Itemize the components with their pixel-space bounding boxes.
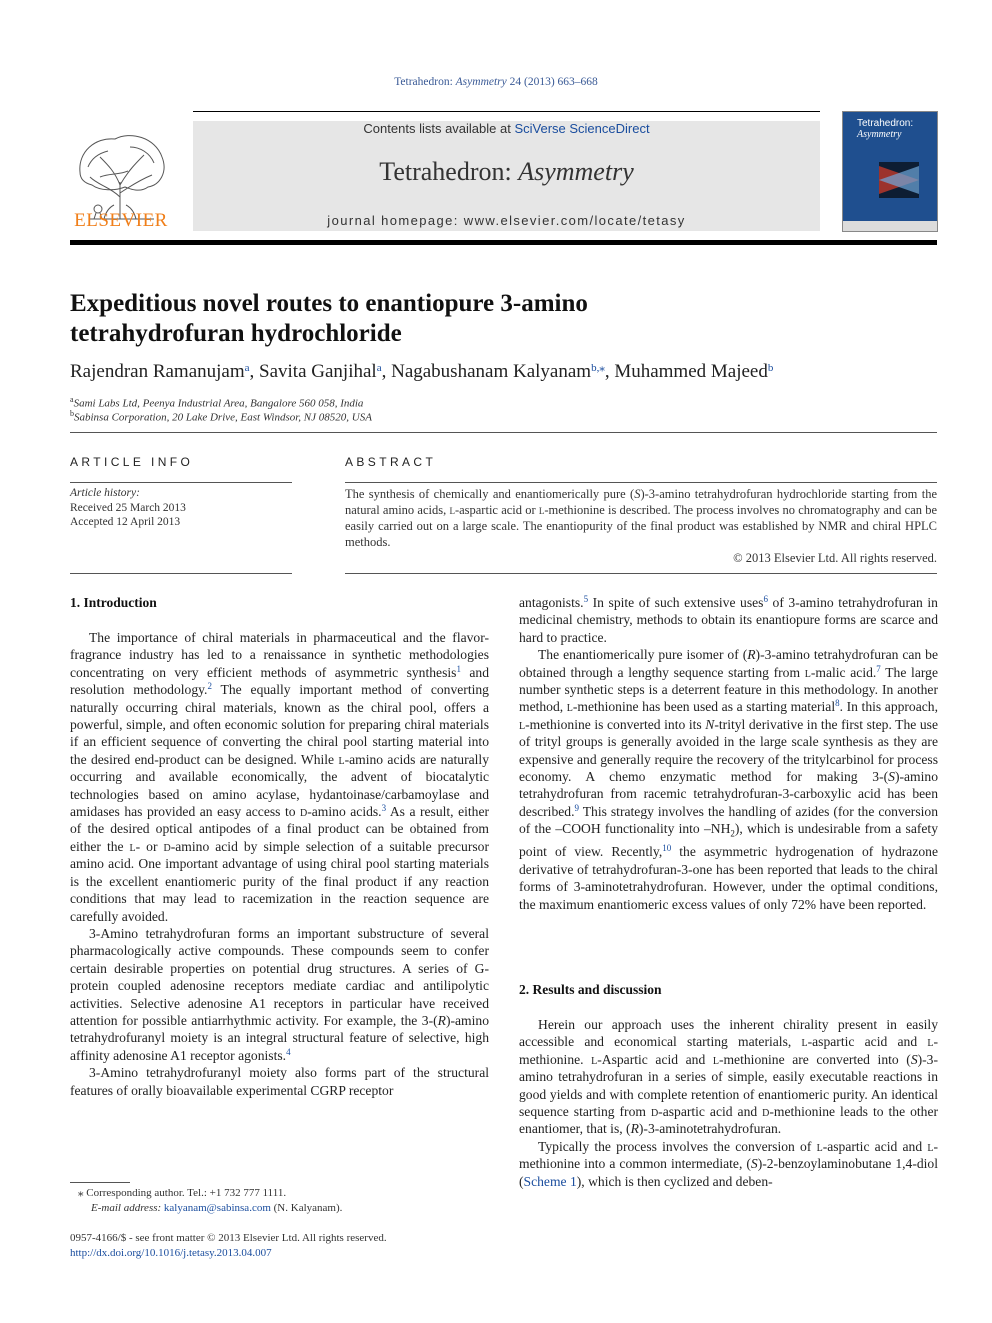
affiliation-a <box>70 395 363 410</box>
citation-prefix: Tetrahedron: <box>394 76 456 88</box>
cover-title-line1: Tetrahedron: <box>857 118 914 129</box>
cover-footer-band <box>843 221 937 231</box>
affiliation-mark: b <box>70 409 74 418</box>
accepted-date: Accepted 12 April 2013 <box>70 516 181 528</box>
received-date: Received 25 March 2013 <box>70 501 186 514</box>
scheme-1-link[interactable]: Scheme 1 <box>523 1173 577 1189</box>
journal-name <box>193 157 820 187</box>
contents-line <box>193 121 820 136</box>
author-list: Rajendran Ramanujam$^a$, Savita Ganjihal$^a$, Nagabushanam Kalyanam$^{b,⁎}$, Muhammed Majeed$^b$ <box>70 361 774 382</box>
abstract-part: -aspartic acid or <box>454 503 539 517</box>
abstract-copyright: © 2013 Elsevier Ltd. All rights reserved. <box>733 551 937 565</box>
affiliation-text: Sami Labs Ltd, Peenya Industrial Area, Bangalore 560 058, India <box>73 397 364 410</box>
article-history <box>70 486 186 530</box>
author-name: Savita Ganjihal <box>259 361 377 382</box>
paragraph: Typically the process involves the conversion of l-aspartic acid and l-methionine into a common intermediate, (S)-2-benzoylaminobutane 1,4-diol (Scheme 1), which is then cyclized and deben- <box>519 1138 938 1189</box>
journal-name-italic: Asymmetry <box>518 157 634 186</box>
journal-citation[interactable] <box>0 76 992 88</box>
paragraph: The enantiomerically pure isomer of (R)-3-amino tetrahydrofuran can be obtained through a lengthy sequence starting from l-malic acid.$^7$ The large number synthetic steps is a deterrent feature in this methodology. In another method, l-methionine has been used as a starting material$^8$. In this approach, l-methionine is converted into its N-trityl derivative in the first step. The use of trityl groups is generally avoided in the large scale synthesis as they are expensive and generally require the recovery of the tritylcarbinol for process economy. A chemo enzymatic method for making 3-(S)-amino tetrahydrofuran from racemic tetrahydrofuran-3-carboxylic acid has been described.$^9$ This strategy involves the handling of azides (for the conversion of the –COOH functionality into $-NH_2$), which is undesirable from a safety point of view. Recently,$^{10}$ the asymmetric hydrogenation of hydrazone derivative of tetrahydrofuran-3-one has been reported that leads to the chiral forms of 3-aminotetrahydrofuran. However, under the optimal conditions, the maximum enantiomeric excess values of only 72% have been reported. <box>519 647 939 912</box>
left-column-body <box>70 629 489 1099</box>
author-affil-mark[interactable]: b <box>767 362 774 374</box>
header-top-rule <box>193 111 820 112</box>
paragraph: 3-Amino tetrahydrofuran forms an important substructure of several pharmacologically active compounds. These compounds seem to confer certain desirable properties on potential drug structures. A series of G-protein coupled adenosine receptors mediate cardiac and antilipolytic activities. Selective adenosine A1 receptors in particular have received attention for possible antiarrhythmic activity. For example, the 3-(R)-amino tetrahydrofuranyl moiety is an integral structural feature of selective, high affinity adenosine A1 receptor agonists.$^4$ <box>70 925 489 1063</box>
history-label: Article history: <box>70 487 140 499</box>
cover-title <box>857 118 913 140</box>
issn-line: 0957-4166/$ - see front matter © 2013 Elsevier Ltd. All rights reserved. <box>70 1232 387 1244</box>
info-rule-top <box>70 482 292 483</box>
corresponding-author-note <box>78 1186 342 1216</box>
abstract-part: l <box>449 503 455 517</box>
paragraph: The importance of chiral materials in pharmaceutical and the flavor-fragrance industry has led to a renaissance in synthetic methodologies concentrating on very efficient methods of asymmetric synthesis$^1$ and resolution methodology.$^2$ The equally important method of converting naturally occurring chiral materials, known as the chiral pool, offers a powerful, simple, and often economic solution for preparing chiral materials if an efficient sequence of converting the chiral pool starting material into the desired end-product can be designed. While l-amino acids are naturally occurring and available economically, the advent of biocatalytic technologies based on amino acylase, hydantoinase/carbamoylase and amidases has provided an easy access to d-amino acids.$^3$ As a result, either of the desired optical antipodes of a final product can be obtained from either the l- or d-amino acid by simple selection of a suitable precursor amino acid. One important advantage of using chiral pool starting materials is the excellent enantiomeric purity of the final product if any reaction conditions that may lead to racemization in the reaction sequence are carefully avoided. <box>70 630 490 924</box>
email-line <box>78 1201 342 1216</box>
journal-cover-image <box>842 111 938 232</box>
affiliation-mark: a <box>70 395 74 404</box>
author-name: Muhammed Majeed <box>614 361 768 382</box>
citation-journal: Asymmetry <box>455 76 507 88</box>
info-rule-bottom <box>70 573 292 574</box>
corresponding-text: ⁎ Corresponding author. Tel.: +1 732 777 1111. <box>78 1187 287 1199</box>
title-line-2: tetrahydrofuran hydrochloride <box>70 320 402 347</box>
footnote-rule <box>70 1182 130 1183</box>
author-name: Nagabushanam Kalyanam <box>391 361 592 382</box>
section-heading-introduction: 1. Introduction <box>70 595 157 610</box>
article-title <box>70 289 770 349</box>
author-name: Rajendran Ramanujam <box>70 361 245 382</box>
author-affil-mark[interactable]: a <box>376 362 382 374</box>
journal-masthead <box>193 121 820 231</box>
cover-title-line2: Asymmetry <box>857 129 902 140</box>
abstract-part: )-3-amino tetrahydrofuran hydrochloride starting from the natural amino acids, <box>345 487 937 517</box>
abstract-rule-bottom <box>345 573 937 574</box>
paragraph: 3-Amino tetrahydrofuranyl moiety also forms part of the structural features of orally bioavailable experimental CGRP receptor <box>70 1065 489 1098</box>
paragraph: Herein our approach uses the inherent chirality present in easily accessible and economical starting materials, l-aspartic acid and l-methionine. l-Aspartic acid and l-methionine are converted into (S)-3-amino tetrahydrofuran in a series of simple, easily executable reactions in good yields and with complete retention of enantiomeric purity. An identical sequence starting from d-aspartic acid and d-methionine leads to the other enantiomer, that is, (R)-3-aminotetrahydrofuran. <box>519 1017 939 1137</box>
title-line-1: Expeditious novel routes to enantiopure 3-amino <box>70 290 588 317</box>
homepage-url[interactable]: www.elsevier.com/locate/tetasy <box>463 213 686 228</box>
publisher-wordmark: ELSEVIER <box>74 210 168 231</box>
journal-homepage <box>193 213 820 228</box>
section-heading-results: 2. Results and discussion <box>519 982 662 997</box>
abstract-part: l <box>538 503 545 517</box>
cover-graphic <box>879 162 919 198</box>
email-label: E-mail address: <box>91 1202 164 1214</box>
header-thick-rule <box>70 240 937 245</box>
abstract-rule-top <box>345 482 937 483</box>
abstract-part: The synthesis of chemically and enantiomerically pure ( <box>345 487 635 501</box>
affiliation-text: Sabinsa Corporation, 20 Lake Drive, East Windsor, NJ 08520, USA <box>74 411 372 424</box>
abstract-text <box>345 486 937 550</box>
author-affil-mark[interactable]: a <box>244 362 250 374</box>
right-column-body-bottom <box>519 1016 938 1190</box>
doi-link[interactable]: http://dx.doi.org/10.1016/j.tetasy.2013.04.007 <box>70 1247 272 1259</box>
contents-prefix: Contents lists available at <box>363 121 515 136</box>
email-name: (N. Kalyanam). <box>270 1202 343 1214</box>
affiliation-b <box>70 409 372 424</box>
abstract-heading: ABSTRACT <box>345 455 437 469</box>
front-matter-note <box>70 1231 387 1261</box>
journal-name-plain: Tetrahedron: <box>379 157 519 186</box>
email-link[interactable]: kalyanam@sabinsa.com <box>163 1202 271 1214</box>
affiliation-rule <box>70 432 937 433</box>
author-affil-mark[interactable]: b,⁎ <box>591 362 605 374</box>
article-info-heading: ARTICLE INFO <box>70 455 194 469</box>
abstract-part: -methionine is described. The process involves no chromatography and can be easily carried out on a large scale. The enantiopurity of the final product was established by NMR and chiral HPLC methods. <box>345 503 938 549</box>
sciencedirect-link[interactable]: SciVerse ScienceDirect <box>514 121 650 136</box>
abstract-part: S <box>634 487 641 501</box>
homepage-label: journal homepage: <box>327 213 464 228</box>
paragraph: antagonists.$^5$ In spite of such extensive uses$^6$ of 3-amino tetrahydrofuran in medicinal chemistry, methods to obtain its enantiopure forms are scarce and hard to practice. <box>519 594 938 645</box>
citation-suffix: 24 (2013) 663–668 <box>506 76 598 88</box>
right-column-body-top <box>519 594 938 913</box>
